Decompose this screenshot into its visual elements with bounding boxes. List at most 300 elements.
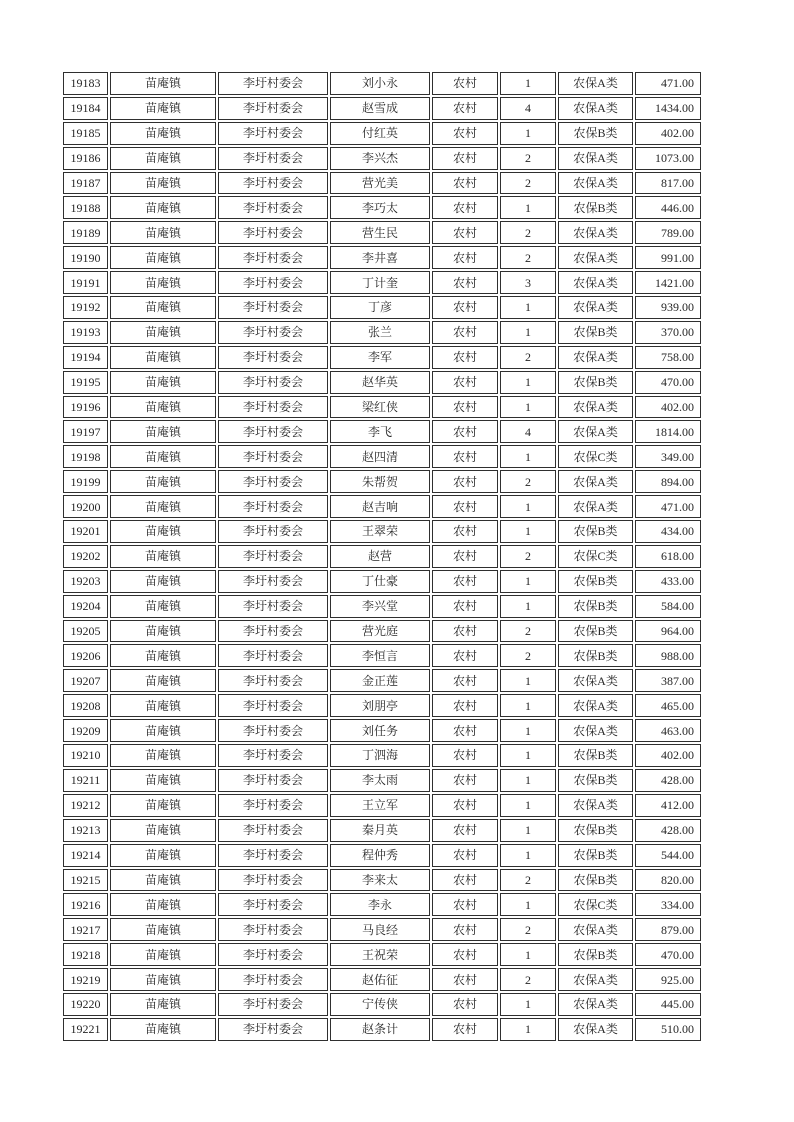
cell-id: 19196	[63, 396, 108, 419]
cell-amount: 758.00	[635, 346, 701, 369]
cell-category: 农保A类	[558, 396, 633, 419]
cell-amount: 465.00	[635, 694, 701, 717]
cell-id: 19200	[63, 495, 108, 518]
cell-residence: 农村	[432, 943, 498, 966]
cell-residence: 农村	[432, 1018, 498, 1041]
cell-person_name: 赵华英	[330, 371, 430, 394]
cell-town: 苗庵镇	[110, 744, 216, 767]
cell-person_name: 丁仕豪	[330, 570, 430, 593]
cell-count: 2	[500, 147, 556, 170]
cell-category: 农保B类	[558, 869, 633, 892]
cell-id: 19185	[63, 122, 108, 145]
cell-category: 农保A类	[558, 719, 633, 742]
table-row	[63, 520, 701, 543]
cell-residence: 农村	[432, 470, 498, 493]
cell-count: 1	[500, 794, 556, 817]
cell-amount: 471.00	[635, 72, 701, 95]
cell-id: 19204	[63, 595, 108, 618]
table-row	[63, 396, 701, 419]
cell-person_name: 李军	[330, 346, 430, 369]
cell-count: 1	[500, 72, 556, 95]
cell-town: 苗庵镇	[110, 296, 216, 319]
cell-village: 李圩村委会	[218, 470, 328, 493]
cell-town: 苗庵镇	[110, 371, 216, 394]
cell-category: 农保A类	[558, 172, 633, 195]
cell-village: 李圩村委会	[218, 1018, 328, 1041]
cell-count: 1	[500, 893, 556, 916]
cell-village: 李圩村委会	[218, 396, 328, 419]
cell-residence: 农村	[432, 296, 498, 319]
cell-count: 2	[500, 545, 556, 568]
cell-category: 农保B类	[558, 769, 633, 792]
cell-amount: 463.00	[635, 719, 701, 742]
cell-id: 19202	[63, 545, 108, 568]
cell-person_name: 李兴杰	[330, 147, 430, 170]
cell-person_name: 赵营	[330, 545, 430, 568]
cell-category: 农保B类	[558, 844, 633, 867]
cell-id: 19194	[63, 346, 108, 369]
cell-village: 李圩村委会	[218, 719, 328, 742]
cell-person_name: 丁计奎	[330, 271, 430, 294]
cell-amount: 817.00	[635, 172, 701, 195]
cell-id: 19183	[63, 72, 108, 95]
cell-count: 1	[500, 943, 556, 966]
cell-category: 农保C类	[558, 545, 633, 568]
cell-amount: 334.00	[635, 893, 701, 916]
cell-village: 李圩村委会	[218, 570, 328, 593]
cell-residence: 农村	[432, 420, 498, 443]
cell-town: 苗庵镇	[110, 794, 216, 817]
cell-amount: 370.00	[635, 321, 701, 344]
cell-person_name: 刘小永	[330, 72, 430, 95]
cell-amount: 789.00	[635, 221, 701, 244]
cell-count: 1	[500, 744, 556, 767]
table-row	[63, 844, 701, 867]
cell-town: 苗庵镇	[110, 196, 216, 219]
cell-village: 李圩村委会	[218, 445, 328, 468]
cell-residence: 农村	[432, 669, 498, 692]
cell-amount: 402.00	[635, 122, 701, 145]
cell-town: 苗庵镇	[110, 570, 216, 593]
cell-town: 苗庵镇	[110, 147, 216, 170]
cell-amount: 434.00	[635, 520, 701, 543]
cell-residence: 农村	[432, 694, 498, 717]
cell-person_name: 秦月英	[330, 819, 430, 842]
cell-residence: 农村	[432, 122, 498, 145]
cell-village: 李圩村委会	[218, 196, 328, 219]
cell-village: 李圩村委会	[218, 545, 328, 568]
cell-id: 19205	[63, 620, 108, 643]
cell-category: 农保A类	[558, 794, 633, 817]
cell-town: 苗庵镇	[110, 97, 216, 120]
cell-id: 19211	[63, 769, 108, 792]
cell-category: 农保A类	[558, 246, 633, 269]
cell-person_name: 丁泗海	[330, 744, 430, 767]
cell-person_name: 付红英	[330, 122, 430, 145]
cell-town: 苗庵镇	[110, 769, 216, 792]
table-row	[63, 1018, 701, 1041]
cell-id: 19217	[63, 918, 108, 941]
cell-amount: 879.00	[635, 918, 701, 941]
table-body	[63, 72, 701, 1041]
table-row	[63, 147, 701, 170]
cell-id: 19210	[63, 744, 108, 767]
cell-id: 19190	[63, 246, 108, 269]
cell-count: 1	[500, 595, 556, 618]
cell-residence: 农村	[432, 371, 498, 394]
cell-person_name: 刘任务	[330, 719, 430, 742]
table-row	[63, 620, 701, 643]
cell-village: 李圩村委会	[218, 943, 328, 966]
cell-category: 农保A类	[558, 993, 633, 1016]
cell-count: 2	[500, 246, 556, 269]
table-row	[63, 346, 701, 369]
table-row	[63, 570, 701, 593]
cell-amount: 387.00	[635, 669, 701, 692]
cell-id: 19213	[63, 819, 108, 842]
cell-person_name: 李太雨	[330, 769, 430, 792]
cell-town: 苗庵镇	[110, 445, 216, 468]
cell-town: 苗庵镇	[110, 719, 216, 742]
cell-category: 农保B类	[558, 644, 633, 667]
cell-category: 农保A类	[558, 271, 633, 294]
cell-category: 农保A类	[558, 72, 633, 95]
cell-person_name: 马良经	[330, 918, 430, 941]
cell-count: 1	[500, 993, 556, 1016]
cell-village: 李圩村委会	[218, 918, 328, 941]
cell-village: 李圩村委会	[218, 221, 328, 244]
cell-residence: 农村	[432, 844, 498, 867]
cell-person_name: 赵佑征	[330, 968, 430, 991]
cell-count: 4	[500, 420, 556, 443]
cell-amount: 988.00	[635, 644, 701, 667]
table-row	[63, 993, 701, 1016]
cell-count: 1	[500, 769, 556, 792]
cell-town: 苗庵镇	[110, 470, 216, 493]
table-row	[63, 819, 701, 842]
cell-village: 李圩村委会	[218, 620, 328, 643]
cell-person_name: 赵雪成	[330, 97, 430, 120]
cell-person_name: 李永	[330, 893, 430, 916]
table-row	[63, 122, 701, 145]
cell-count: 1	[500, 196, 556, 219]
cell-count: 3	[500, 271, 556, 294]
cell-count: 2	[500, 620, 556, 643]
cell-person_name: 赵吉响	[330, 495, 430, 518]
cell-residence: 农村	[432, 520, 498, 543]
cell-category: 农保B类	[558, 819, 633, 842]
table-row	[63, 719, 701, 742]
cell-village: 李圩村委会	[218, 694, 328, 717]
table-row	[63, 495, 701, 518]
cell-village: 李圩村委会	[218, 968, 328, 991]
cell-count: 1	[500, 719, 556, 742]
cell-category: 农保A类	[558, 346, 633, 369]
cell-count: 2	[500, 968, 556, 991]
cell-village: 李圩村委会	[218, 495, 328, 518]
cell-residence: 农村	[432, 271, 498, 294]
cell-count: 2	[500, 470, 556, 493]
cell-residence: 农村	[432, 893, 498, 916]
cell-residence: 农村	[432, 346, 498, 369]
cell-village: 李圩村委会	[218, 271, 328, 294]
cell-id: 19189	[63, 221, 108, 244]
cell-category: 农保A类	[558, 495, 633, 518]
cell-id: 19209	[63, 719, 108, 742]
cell-town: 苗庵镇	[110, 694, 216, 717]
cell-category: 农保B类	[558, 595, 633, 618]
cell-person_name: 梁红侠	[330, 396, 430, 419]
cell-count: 1	[500, 396, 556, 419]
cell-id: 19198	[63, 445, 108, 468]
cell-residence: 农村	[432, 819, 498, 842]
cell-town: 苗庵镇	[110, 495, 216, 518]
cell-id: 19187	[63, 172, 108, 195]
table-row	[63, 296, 701, 319]
cell-person_name: 李兴堂	[330, 595, 430, 618]
cell-person_name: 王立军	[330, 794, 430, 817]
cell-count: 2	[500, 918, 556, 941]
cell-amount: 428.00	[635, 819, 701, 842]
cell-town: 苗庵镇	[110, 844, 216, 867]
cell-amount: 402.00	[635, 744, 701, 767]
cell-residence: 农村	[432, 147, 498, 170]
cell-id: 19203	[63, 570, 108, 593]
table-row	[63, 669, 701, 692]
cell-category: 农保A类	[558, 968, 633, 991]
cell-village: 李圩村委会	[218, 844, 328, 867]
cell-residence: 农村	[432, 72, 498, 95]
cell-count: 1	[500, 1018, 556, 1041]
cell-amount: 991.00	[635, 246, 701, 269]
cell-amount: 939.00	[635, 296, 701, 319]
cell-village: 李圩村委会	[218, 595, 328, 618]
cell-town: 苗庵镇	[110, 271, 216, 294]
cell-village: 李圩村委会	[218, 321, 328, 344]
cell-id: 19199	[63, 470, 108, 493]
cell-person_name: 赵条计	[330, 1018, 430, 1041]
cell-amount: 446.00	[635, 196, 701, 219]
cell-amount: 402.00	[635, 396, 701, 419]
cell-person_name: 王翠荣	[330, 520, 430, 543]
table-row	[63, 445, 701, 468]
cell-count: 1	[500, 371, 556, 394]
cell-village: 李圩村委会	[218, 669, 328, 692]
cell-residence: 农村	[432, 545, 498, 568]
cell-village: 李圩村委会	[218, 993, 328, 1016]
cell-id: 19216	[63, 893, 108, 916]
table-row	[63, 968, 701, 991]
cell-town: 苗庵镇	[110, 819, 216, 842]
cell-amount: 470.00	[635, 943, 701, 966]
cell-category: 农保B类	[558, 321, 633, 344]
cell-town: 苗庵镇	[110, 321, 216, 344]
cell-id: 19220	[63, 993, 108, 1016]
cell-amount: 349.00	[635, 445, 701, 468]
cell-person_name: 营光庭	[330, 620, 430, 643]
cell-count: 1	[500, 694, 556, 717]
table-row	[63, 545, 701, 568]
cell-category: 农保B类	[558, 371, 633, 394]
cell-person_name: 金正莲	[330, 669, 430, 692]
cell-id: 19218	[63, 943, 108, 966]
cell-person_name: 赵四清	[330, 445, 430, 468]
cell-amount: 433.00	[635, 570, 701, 593]
cell-residence: 农村	[432, 570, 498, 593]
cell-count: 2	[500, 644, 556, 667]
cell-village: 李圩村委会	[218, 122, 328, 145]
cell-id: 19197	[63, 420, 108, 443]
table-row	[63, 893, 701, 916]
cell-person_name: 李井喜	[330, 246, 430, 269]
cell-residence: 农村	[432, 744, 498, 767]
table-row	[63, 943, 701, 966]
cell-person_name: 宁传侠	[330, 993, 430, 1016]
cell-residence: 农村	[432, 620, 498, 643]
cell-town: 苗庵镇	[110, 122, 216, 145]
cell-town: 苗庵镇	[110, 644, 216, 667]
cell-category: 农保A类	[558, 918, 633, 941]
cell-amount: 584.00	[635, 595, 701, 618]
cell-amount: 1814.00	[635, 420, 701, 443]
benefits-table	[61, 70, 703, 1043]
cell-residence: 农村	[432, 968, 498, 991]
cell-residence: 农村	[432, 172, 498, 195]
cell-village: 李圩村委会	[218, 893, 328, 916]
cell-village: 李圩村委会	[218, 72, 328, 95]
table-row	[63, 172, 701, 195]
cell-count: 1	[500, 122, 556, 145]
cell-amount: 820.00	[635, 869, 701, 892]
cell-amount: 1434.00	[635, 97, 701, 120]
cell-town: 苗庵镇	[110, 893, 216, 916]
cell-town: 苗庵镇	[110, 346, 216, 369]
cell-count: 1	[500, 296, 556, 319]
cell-town: 苗庵镇	[110, 968, 216, 991]
cell-town: 苗庵镇	[110, 943, 216, 966]
cell-village: 李圩村委会	[218, 744, 328, 767]
cell-person_name: 张兰	[330, 321, 430, 344]
cell-village: 李圩村委会	[218, 296, 328, 319]
cell-count: 2	[500, 172, 556, 195]
table-row	[63, 97, 701, 120]
cell-village: 李圩村委会	[218, 371, 328, 394]
cell-residence: 农村	[432, 869, 498, 892]
table-row	[63, 221, 701, 244]
cell-town: 苗庵镇	[110, 545, 216, 568]
cell-id: 19184	[63, 97, 108, 120]
cell-category: 农保A类	[558, 669, 633, 692]
cell-category: 农保A类	[558, 1018, 633, 1041]
cell-category: 农保C类	[558, 445, 633, 468]
cell-person_name: 营光美	[330, 172, 430, 195]
cell-amount: 925.00	[635, 968, 701, 991]
cell-person_name: 李来太	[330, 869, 430, 892]
cell-id: 19212	[63, 794, 108, 817]
cell-category: 农保B类	[558, 196, 633, 219]
cell-count: 1	[500, 321, 556, 344]
cell-id: 19188	[63, 196, 108, 219]
cell-village: 李圩村委会	[218, 147, 328, 170]
cell-village: 李圩村委会	[218, 346, 328, 369]
cell-count: 1	[500, 520, 556, 543]
cell-count: 1	[500, 669, 556, 692]
table-row	[63, 694, 701, 717]
cell-category: 农保A类	[558, 694, 633, 717]
cell-town: 苗庵镇	[110, 918, 216, 941]
cell-id: 19219	[63, 968, 108, 991]
cell-id: 19201	[63, 520, 108, 543]
cell-town: 苗庵镇	[110, 595, 216, 618]
table-row	[63, 72, 701, 95]
table-row	[63, 918, 701, 941]
cell-id: 19191	[63, 271, 108, 294]
table-row	[63, 744, 701, 767]
cell-amount: 544.00	[635, 844, 701, 867]
cell-person_name: 营生民	[330, 221, 430, 244]
cell-category: 农保B类	[558, 122, 633, 145]
cell-village: 李圩村委会	[218, 769, 328, 792]
cell-category: 农保A类	[558, 221, 633, 244]
cell-amount: 618.00	[635, 545, 701, 568]
table-row	[63, 769, 701, 792]
cell-person_name: 李巧太	[330, 196, 430, 219]
table-row	[63, 595, 701, 618]
cell-town: 苗庵镇	[110, 396, 216, 419]
cell-person_name: 刘朋亭	[330, 694, 430, 717]
cell-residence: 农村	[432, 221, 498, 244]
cell-person_name: 丁彦	[330, 296, 430, 319]
cell-count: 4	[500, 97, 556, 120]
cell-id: 19192	[63, 296, 108, 319]
cell-residence: 农村	[432, 246, 498, 269]
cell-amount: 964.00	[635, 620, 701, 643]
cell-town: 苗庵镇	[110, 520, 216, 543]
cell-village: 李圩村委会	[218, 794, 328, 817]
cell-count: 2	[500, 221, 556, 244]
cell-count: 1	[500, 570, 556, 593]
cell-category: 农保C类	[558, 893, 633, 916]
cell-category: 农保B类	[558, 744, 633, 767]
cell-id: 19195	[63, 371, 108, 394]
cell-town: 苗庵镇	[110, 172, 216, 195]
table-row	[63, 271, 701, 294]
table-row	[63, 321, 701, 344]
cell-residence: 农村	[432, 644, 498, 667]
cell-residence: 农村	[432, 595, 498, 618]
cell-category: 农保A类	[558, 470, 633, 493]
cell-residence: 农村	[432, 495, 498, 518]
cell-id: 19207	[63, 669, 108, 692]
cell-count: 1	[500, 819, 556, 842]
cell-category: 农保B类	[558, 570, 633, 593]
cell-residence: 农村	[432, 97, 498, 120]
table-row	[63, 470, 701, 493]
table-row	[63, 869, 701, 892]
cell-count: 2	[500, 869, 556, 892]
cell-category: 农保B类	[558, 520, 633, 543]
cell-category: 农保B类	[558, 620, 633, 643]
cell-village: 李圩村委会	[218, 246, 328, 269]
table-row	[63, 794, 701, 817]
cell-count: 1	[500, 445, 556, 468]
cell-town: 苗庵镇	[110, 72, 216, 95]
cell-residence: 农村	[432, 321, 498, 344]
cell-id: 19214	[63, 844, 108, 867]
cell-amount: 894.00	[635, 470, 701, 493]
cell-town: 苗庵镇	[110, 420, 216, 443]
cell-residence: 农村	[432, 769, 498, 792]
